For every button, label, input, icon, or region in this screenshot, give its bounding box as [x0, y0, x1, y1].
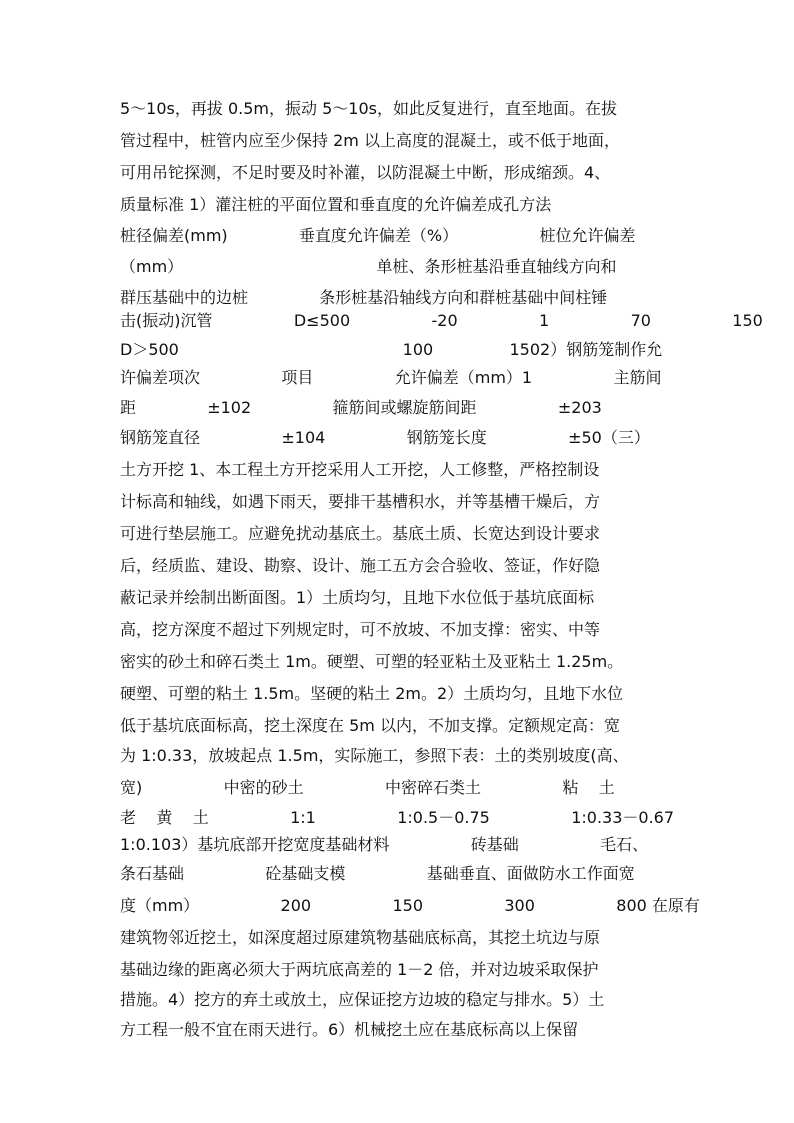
- text-line: 为 1:0.33，放坡起点 1.5m，实际施工，参照下表：土的类别坡度(高、: [120, 746, 629, 765]
- text-line: （mm） 单桩、条形桩基沿垂直轴线方向和: [120, 257, 617, 276]
- text-line: 5～10s，再拔 0.5m，振动 5～10s，如此反复进行，直至地面。在拔: [120, 99, 617, 118]
- text-line: 老 黄 土 1:1 1:0.5－0.75 1:0.33－0.67: [120, 808, 675, 827]
- text-line: 方工程一般不宜在雨天进行。6）机械挖土应在基底标高以上保留: [120, 1020, 579, 1039]
- text-line: 低于基坑底面标高，挖土深度在 5m 以内，不加支撑。定额规定高：宽: [120, 716, 620, 735]
- text-line: D＞500 100 1502）钢筋笼制作允: [120, 340, 663, 359]
- text-line: 可进行垫层施工。应避免扰动基底土。基底土质、长宽达到设计要求: [120, 524, 601, 543]
- text-line: 后，经质监、建设、勘察、设计、施工五方会合验收、签证，作好隐: [120, 556, 601, 575]
- text-line: 距 ±102 箍筋间或螺旋筋间距 ±203: [120, 398, 602, 417]
- text-line: 击(振动)沉管 D≤500 -20 1 70 150: [120, 311, 763, 330]
- text-line: 桩径偏差(mm) 垂直度允许偏差（%） 桩位允许偏差: [120, 226, 636, 245]
- text-line: 硬塑、可塑的粘土 1.5m。坚硬的粘土 2m。2）土质均匀，且地下水位: [120, 684, 624, 703]
- text-line: 度（mm） 200 150 300 800 在原有: [120, 896, 700, 915]
- text-line: 土方开挖 1、本工程土方开挖采用人工开挖，人工修整，严格控制设: [120, 460, 600, 479]
- text-line: 1:0.103）基坑底部开挖宽度基础材料 砖基础 毛石、: [120, 835, 649, 854]
- text-line: 质量标准 1）灌注桩的平面位置和垂直度的允许偏差成孔方法: [120, 195, 552, 214]
- text-line: 计标高和轴线，如遇下雨天，要排干基槽积水，并等基槽干燥后，方: [120, 492, 601, 511]
- text-line: 高，挖方深度不超过下列规定时，可不放坡、不加支撑：密实、中等: [120, 620, 601, 639]
- text-line: 建筑物邻近挖土，如深度超过原建筑物基础底标高，其挖土坑边与原: [120, 928, 601, 947]
- text-line: 密实的砂土和碎石类土 1m。硬塑、可塑的轻亚粘土及亚粘土 1.25m。: [120, 652, 624, 671]
- text-line: 基础边缘的距离必须大于两坑底高差的 1－2 倍，并对边坡采取保护: [120, 960, 599, 979]
- text-line: 许偏差项次 项目 允许偏差（mm）1 主筋间: [120, 368, 662, 387]
- text-line: 蔽记录并绘制出断面图。1）土质均匀，且地下水位低于基坑底面标: [120, 588, 595, 607]
- text-line: 管过程中，桩管内应至少保持 2m 以上高度的混凝土，或不低于地面，: [120, 131, 620, 150]
- text-line: 宽) 中密的砂土 中密碎石类土 粘 土: [120, 778, 615, 797]
- text-line: 钢筋笼直径 ±104 钢筋笼长度 ±50（三）: [120, 428, 650, 447]
- text-line: 可用吊铊探测，不足时要及时补灌，以防混凝土中断，形成缩颈。4、: [120, 163, 611, 182]
- text-line: 条石基础 砼基础支模 基础垂直、面做防水工作面宽: [120, 864, 635, 883]
- text-line: 群压基础中的边桩 条形桩基沿轴线方向和群桩基础中间柱锤: [120, 288, 608, 307]
- text-line: 措施。4）挖方的弃土或放土，应保证挖方边坡的稳定与排水。5）土: [120, 990, 605, 1009]
